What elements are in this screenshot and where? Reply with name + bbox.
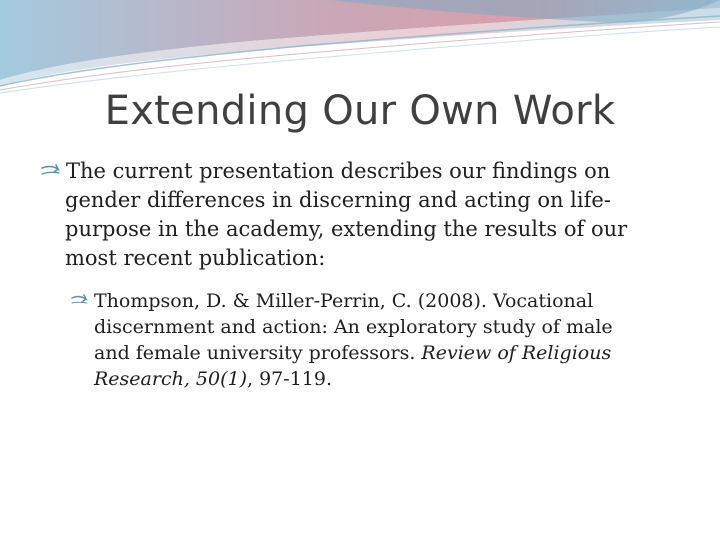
bullet-line-2: gender differences in discerning and acting on life-: [65, 188, 611, 212]
citation-text: and female university professors.: [94, 342, 422, 364]
header-decoration: [0, 0, 720, 95]
journal-volume: Research, 50(1): [94, 368, 248, 390]
bullet-arrow-icon: [70, 288, 94, 314]
bullet-line-3: purpose in the academy, extending the results of our: [65, 217, 628, 241]
bullet-line-4: most recent publication:: [65, 246, 326, 270]
bullet-level2: [70, 288, 680, 392]
bullet-line-1: The current presentation describes our findings on: [66, 159, 611, 183]
citation-line-4: [94, 366, 680, 392]
slide-title: Extending Our Own Work: [104, 88, 616, 134]
citation-pages: , 97-119.: [247, 368, 332, 390]
citation-line-2: discernment and action: An exploratory study of male: [94, 316, 613, 338]
journal-name: Review of Religious: [421, 342, 612, 364]
citation-line-3: [94, 340, 680, 366]
bullet-arrow-icon: [40, 157, 66, 186]
citation-line-1: Thompson, D. & Miller-Perrin, C. (2008). Vocational: [94, 290, 594, 312]
bullet-level1: [40, 157, 680, 273]
